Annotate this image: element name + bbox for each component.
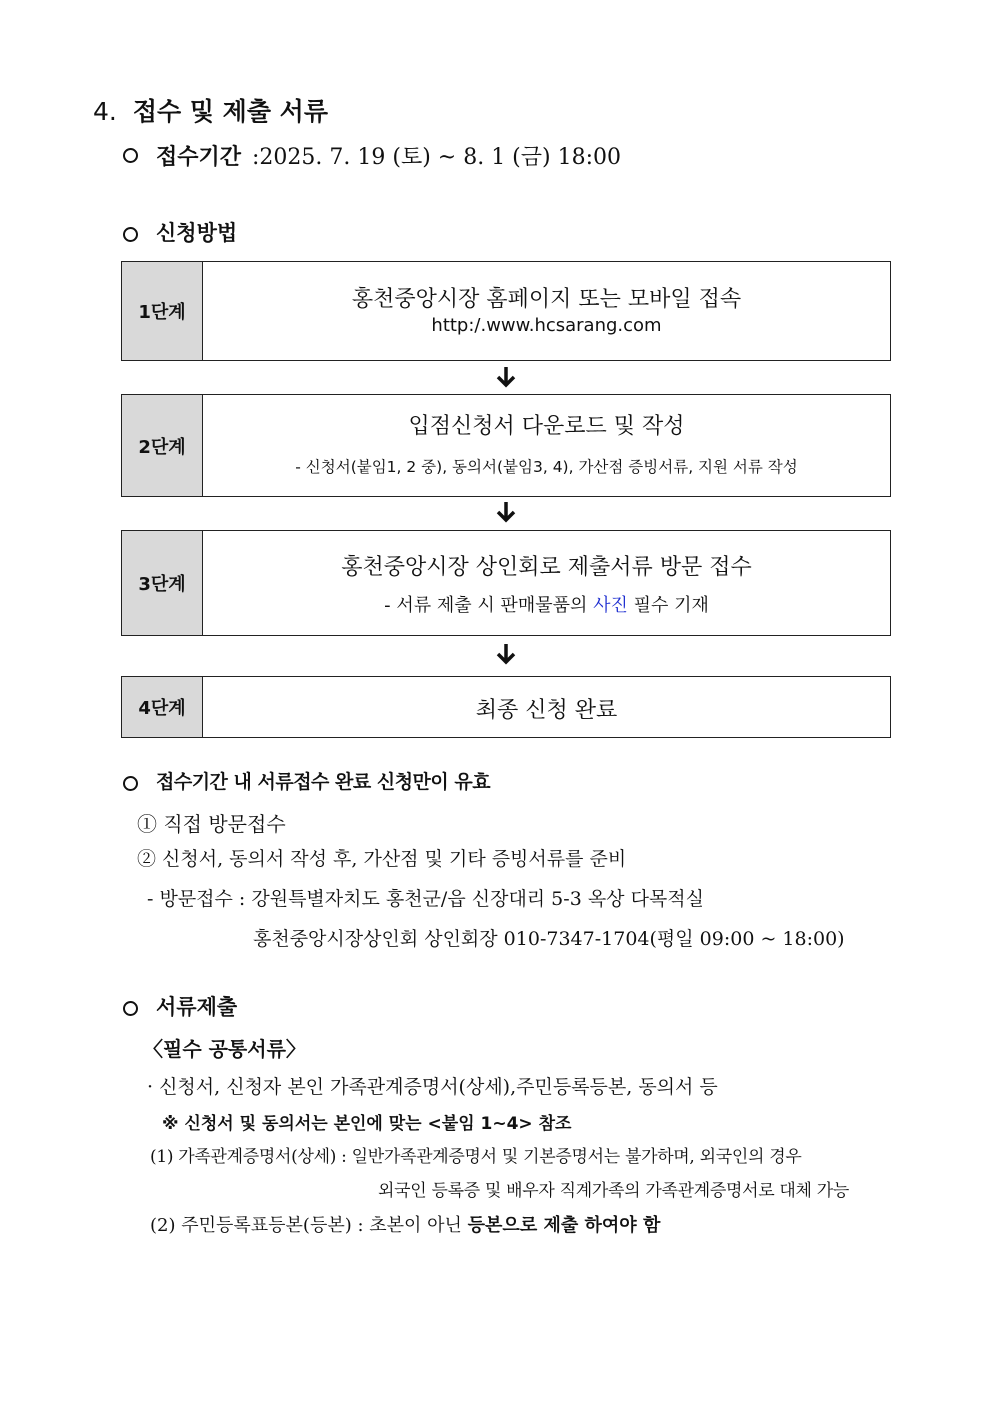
step-2-body (203, 395, 890, 496)
bullet-circle-icon (123, 776, 138, 791)
step-4-title: 최종 신청 완료 (475, 698, 618, 723)
step-1-title: 홍천중앙시장 홈페이지 또는 모바일 접속 (351, 287, 742, 312)
step-3-box (121, 530, 891, 636)
documents-list: · 신청서, 신청자 본인 가족관계증명서(상세),주민등록등본, 동의서 등 (147, 1076, 718, 1098)
step-3-body (203, 531, 890, 635)
period-label: 접수기간 (156, 145, 242, 170)
bullet-circle-icon (123, 148, 138, 163)
step-2-title: 입점신청서 다운로드 및 작성 (408, 414, 685, 439)
step-1-box (121, 261, 891, 361)
down-arrow-icon (495, 500, 517, 524)
visit-address: - 방문접수 : 강원특별자치도 홍천군/읍 신장대리 5-3 옥상 다목적실 (147, 888, 704, 910)
step-1-url: http:/.www.hcsarang.com (431, 315, 662, 336)
step-3-desc-prefix: - 서류 제출 시 판매물품의 (384, 595, 594, 616)
down-arrow-icon (495, 642, 517, 666)
bullet-circle-icon (123, 1001, 138, 1016)
step-3-label: 3단계 (122, 531, 203, 635)
section-heading (93, 92, 328, 128)
documents-title: 서류제출 (156, 995, 238, 1019)
step-2-box (121, 394, 891, 497)
documents-item-2-bold: 등본으로 제출 하여야 함 (467, 1215, 661, 1236)
step-3-title: 홍천중앙시장 상인회로 제출서류 방문 접수 (341, 555, 752, 580)
documents-item-2-prefix: (2) 주민등록표등본(등본) : 초본이 아닌 (150, 1215, 468, 1236)
documents-item-1-line-2: 외국인 등록증 및 배우자 직계가족의 가족관계증명서로 대체 가능 (378, 1181, 850, 1201)
bullet-circle-icon (123, 227, 138, 242)
step-3-desc (203, 591, 890, 617)
step-4-label: 4단계 (122, 677, 203, 737)
period-value: :2025. 7. 19 (토) ~ 8. 1 (금) 18:00 (252, 145, 621, 170)
period-line (156, 140, 621, 171)
documents-subtitle: 〈필수 공통서류〉 (143, 1037, 306, 1061)
step-1-body (203, 262, 890, 360)
step-2-desc: - 신청서(붙임1, 2 중), 동의서(붙임3, 4), 가산점 증빙서류, 지원 서류 작성 (295, 458, 798, 476)
down-arrow-icon (495, 365, 517, 389)
step-4-box (121, 676, 891, 738)
validity-item-2: ② 신청서, 동의서 작성 후, 가산점 및 기타 증빙서류를 준비 (137, 848, 627, 870)
validity-item-1: ① 직접 방문접수 (137, 812, 286, 836)
method-title: 신청방법 (156, 221, 238, 245)
visit-contact: 홍천중앙시장상인회 상인회장 010-7347-1704(평일 09:00 ~ 18:00) (253, 928, 845, 950)
documents-item-2 (150, 1211, 660, 1237)
step-3-desc-highlight: 사진 (593, 595, 628, 616)
step-3-desc-suffix: 필수 기재 (627, 595, 709, 616)
documents-note: ※ 신청서 및 동의서는 본인에 맞는 <붙임 1~4> 참조 (162, 1114, 572, 1134)
validity-title: 접수기간 내 서류접수 완료 신청만이 유효 (156, 771, 491, 793)
section-number: 4. (93, 97, 117, 126)
section-title: 접수 및 제출 서류 (132, 97, 328, 126)
step-1-label: 1단계 (122, 262, 203, 360)
step-2-label: 2단계 (122, 395, 203, 496)
documents-item-1-line-1: (1) 가족관계증명서(상세) : 일반가족관계증명서 및 기본증명서는 불가하며, 외국인의 경우 (150, 1147, 802, 1167)
step-4-body (203, 677, 890, 737)
